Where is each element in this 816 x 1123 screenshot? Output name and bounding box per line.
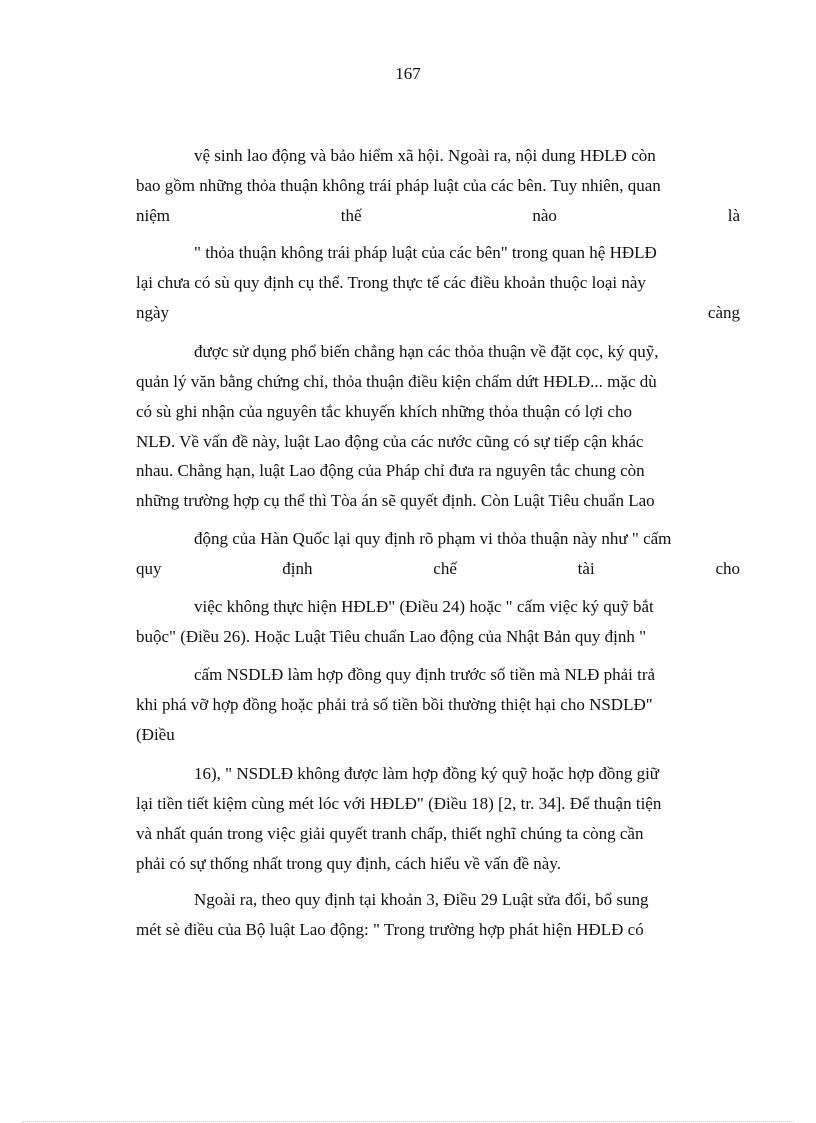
text-line: nhau. Chẳng hạn, luật Lao động của Pháp chỉ đưa ra nguyên tắc chung còn: [136, 461, 645, 480]
text-line: khi phá vỡ hợp đồng hoặc phải trả số tiền bồi thường thiệt hại cho NSDLĐ": [136, 695, 653, 714]
text-line: việc không thực hiện HĐLĐ" (Điều 24) hoặc " cấm việc ký quỹ bắt: [194, 597, 654, 616]
text-line: 16), " NSDLĐ không được làm hợp đồng ký quỹ hoặc hợp đồng giữ: [194, 764, 660, 783]
word: nào: [532, 206, 557, 225]
text-line: những trường hợp cụ thể thì Tòa án sẽ quyết định. Còn Luật Tiêu chuẩn Lao: [136, 491, 655, 510]
text-line: cấm NSDLĐ làm hợp đồng quy định trước số tiền mà NLĐ phải trả: [194, 665, 656, 684]
word: định: [282, 559, 313, 578]
text-line: quản lý văn bằng chứng chỉ, thỏa thuận điều kiện chấm dứt HĐLĐ... mặc dù: [136, 372, 657, 391]
text-line: NLĐ. Về vấn đề này, luật Lao động của các nước cũng có sự tiếp cận khác: [136, 432, 644, 451]
text-line: buộc" (Điều 26). Hoặc Luật Tiêu chuẩn Lao động của Nhật Bản quy định ": [136, 627, 647, 646]
page-bottom-rule: [22, 1121, 794, 1122]
word: là: [727, 206, 740, 225]
text-line: mét sè điều của Bộ luật Lao động: " Trong trường hợp phát hiện HĐLĐ có: [136, 920, 644, 939]
word: niệm: [136, 206, 170, 225]
justified-line: [136, 554, 740, 584]
text-line: (Điều: [136, 725, 175, 744]
word: cho: [715, 559, 740, 578]
text-line: Ngoài ra, theo quy định tại khoản 3, Điều 29 Luật sửa đổi, bổ sung: [194, 890, 649, 909]
word: càng: [707, 303, 740, 322]
text-line: lại tiền tiết kiệm cùng mét lóc với HĐLĐ" (Điều 18) [2, tr. 34]. Để thuận tiện: [136, 794, 662, 813]
text-line: và nhất quán trong việc giải quyết tranh chấp, thiết nghĩ chúng ta còng cần: [136, 824, 644, 843]
text-line: lại chưa có sù quy định cụ thể. Trong thực tế các điều khoản thuộc loại này: [136, 273, 646, 292]
page-number: 167: [395, 64, 421, 83]
word: thế: [340, 206, 362, 225]
text-line: bao gồm những thỏa thuận không trái pháp luật của các bên. Tuy nhiên, quan: [136, 176, 661, 195]
justified-line: [136, 298, 740, 328]
text-line: được sử dụng phổ biến chẳng hạn các thỏa thuận về đặt cọc, ký quỹ,: [194, 342, 659, 361]
word: tài: [577, 559, 595, 578]
text-line: động của Hàn Quốc lại quy định rõ phạm vi thỏa thuận này như " cấm: [194, 529, 672, 548]
word: ngày: [136, 303, 170, 322]
text-line: có sù ghi nhận của nguyên tắc khuyến khích những thỏa thuận có lợi cho: [136, 402, 632, 421]
word: quy: [136, 559, 162, 578]
text-line: phải có sự thống nhất trong quy định, cách hiểu về vấn đề này.: [136, 854, 561, 873]
text-line: " thỏa thuận không trái pháp luật của các bên" trong quan hệ HĐLĐ: [194, 243, 657, 262]
justified-line: [136, 201, 740, 231]
text-line: vệ sinh lao động và bảo hiểm xã hội. Ngoài ra, nội dung HĐLĐ còn: [194, 146, 656, 165]
word: chế: [433, 559, 457, 578]
